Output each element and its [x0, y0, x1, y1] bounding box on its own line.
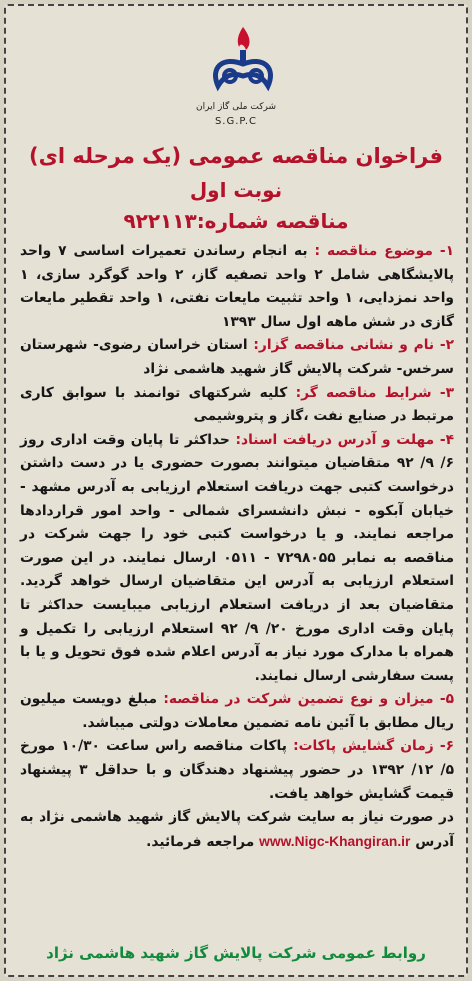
notice-title: فراخوان مناقصه عمومی (یک مرحله ای) — [28, 144, 443, 168]
notice-round: نوبت اول — [189, 178, 283, 202]
section-label: ۶- زمان گشایش پاکات: — [293, 738, 455, 755]
section-text: پاکات مناقصه راس ساعت ۱۰/۳۰ مورخ ۵/ ۱۲/ ۱۳۹۲ در حضور پیشنهاد دهندگان و با حداقل ۳ پیشنهاد قیمت گشایش خواهد یافت. — [20, 738, 455, 802]
closing-note — [20, 806, 454, 854]
section-opening — [20, 735, 454, 806]
section-text: به انجام رساندن تعمیرات اساسی ۷ واحد پالایشگاهی شامل ۲ واحد تصفیه گاز، ۲ واحد گوگرد سازی، ۱ واحد نمزدایی، ۱ واحد تثبیت مایعات نفتی، ۱ واحد تقطیر مایعات گازی در شش ماهه اول سال ۱۳۹۳ — [20, 243, 455, 330]
section-tenderer — [20, 334, 454, 381]
section-text: کلیه شرکتهای توانمند با سوابق کاری مرتبط در صنایع نفت ،گاز و پتروشیمی — [20, 384, 454, 425]
flame-logo-icon — [202, 24, 284, 94]
section-label: ۵- میزان و نوع تضمین شرکت در مناقصه: — [163, 691, 454, 708]
section-text: مبلغ دویست میلیون ریال مطابق با آئین نامه تضمین معاملات دولتی میباشد. — [20, 691, 454, 731]
company-name-fa: شرکت ملی گاز ایران — [196, 102, 276, 112]
public-relations-signature: روابط عمومی شرکت پالایش گاز شهید هاشمی نژاد — [46, 944, 426, 962]
closing-end: مراجعه فرمائید. — [146, 833, 255, 850]
section-label: ۱- موضوع مناقصه : — [314, 243, 454, 259]
tender-number: مناقصه شماره:۹۲۲۱۱۳ — [123, 209, 349, 233]
section-conditions — [20, 382, 454, 429]
section-subject — [20, 240, 454, 334]
section-text: حداکثر تا پایان وقت اداری روز ۶/ ۹/ ۹۲ متقاضیان میتوانند بصورت حضوری یا در دست داشتن درخواست کتبی جهت دریافت استعلام ارزیابی به آدرس مشهد - خیابان آبکوه - نبش دانشسرای شمالی - واحد امور قراردادها مراجعه نمایند. و یا درخواست کتبی خود را جهت شرکت در مناقصه به نمابر ۷۲۹۸۰۵۵ - ۰۵۱۱ ارسال نمایند. در این صورت استعلام ارزیابی به آدرس این متقاضیان ارسال خواهد گردید. متقاضیان بعد از دریافت استعلام ارزیابی میبایست حداکثر تا پایان وقت اداری مورخ ۲۰/ ۹/ ۹۲ استعلام ارزیابی را تکمیل و همراه با مدارک مورد نیاز به آدرس اعلام شده فوق تحویل و یا با پست سفارشی ارسال نمایند. — [20, 431, 455, 684]
section-label: ۲- نام و نشانی مناقصه گزار: — [253, 337, 454, 354]
closing-text: در صورت نیاز به سایت شرکت پالایش گاز شهید هاشمی نژاد به آدرس — [20, 809, 454, 850]
section-guarantee — [20, 688, 454, 735]
website-link[interactable]: www.Nigc-Khangiran.ir — [259, 833, 411, 849]
notice-body — [20, 240, 454, 854]
section-deadline — [20, 429, 454, 689]
company-name-en: S.G.P.C — [214, 116, 258, 127]
section-label: ۴- مهلت و آدرس دریافت اسناد: — [235, 431, 454, 448]
notice-sheet — [4, 4, 468, 977]
section-text: استان خراسان رضوی- شهرستان سرخس- شرکت پالایش گاز شهید هاشمی نژاد — [20, 337, 454, 377]
section-label: ۳- شرایط مناقصه گر: — [295, 384, 454, 401]
